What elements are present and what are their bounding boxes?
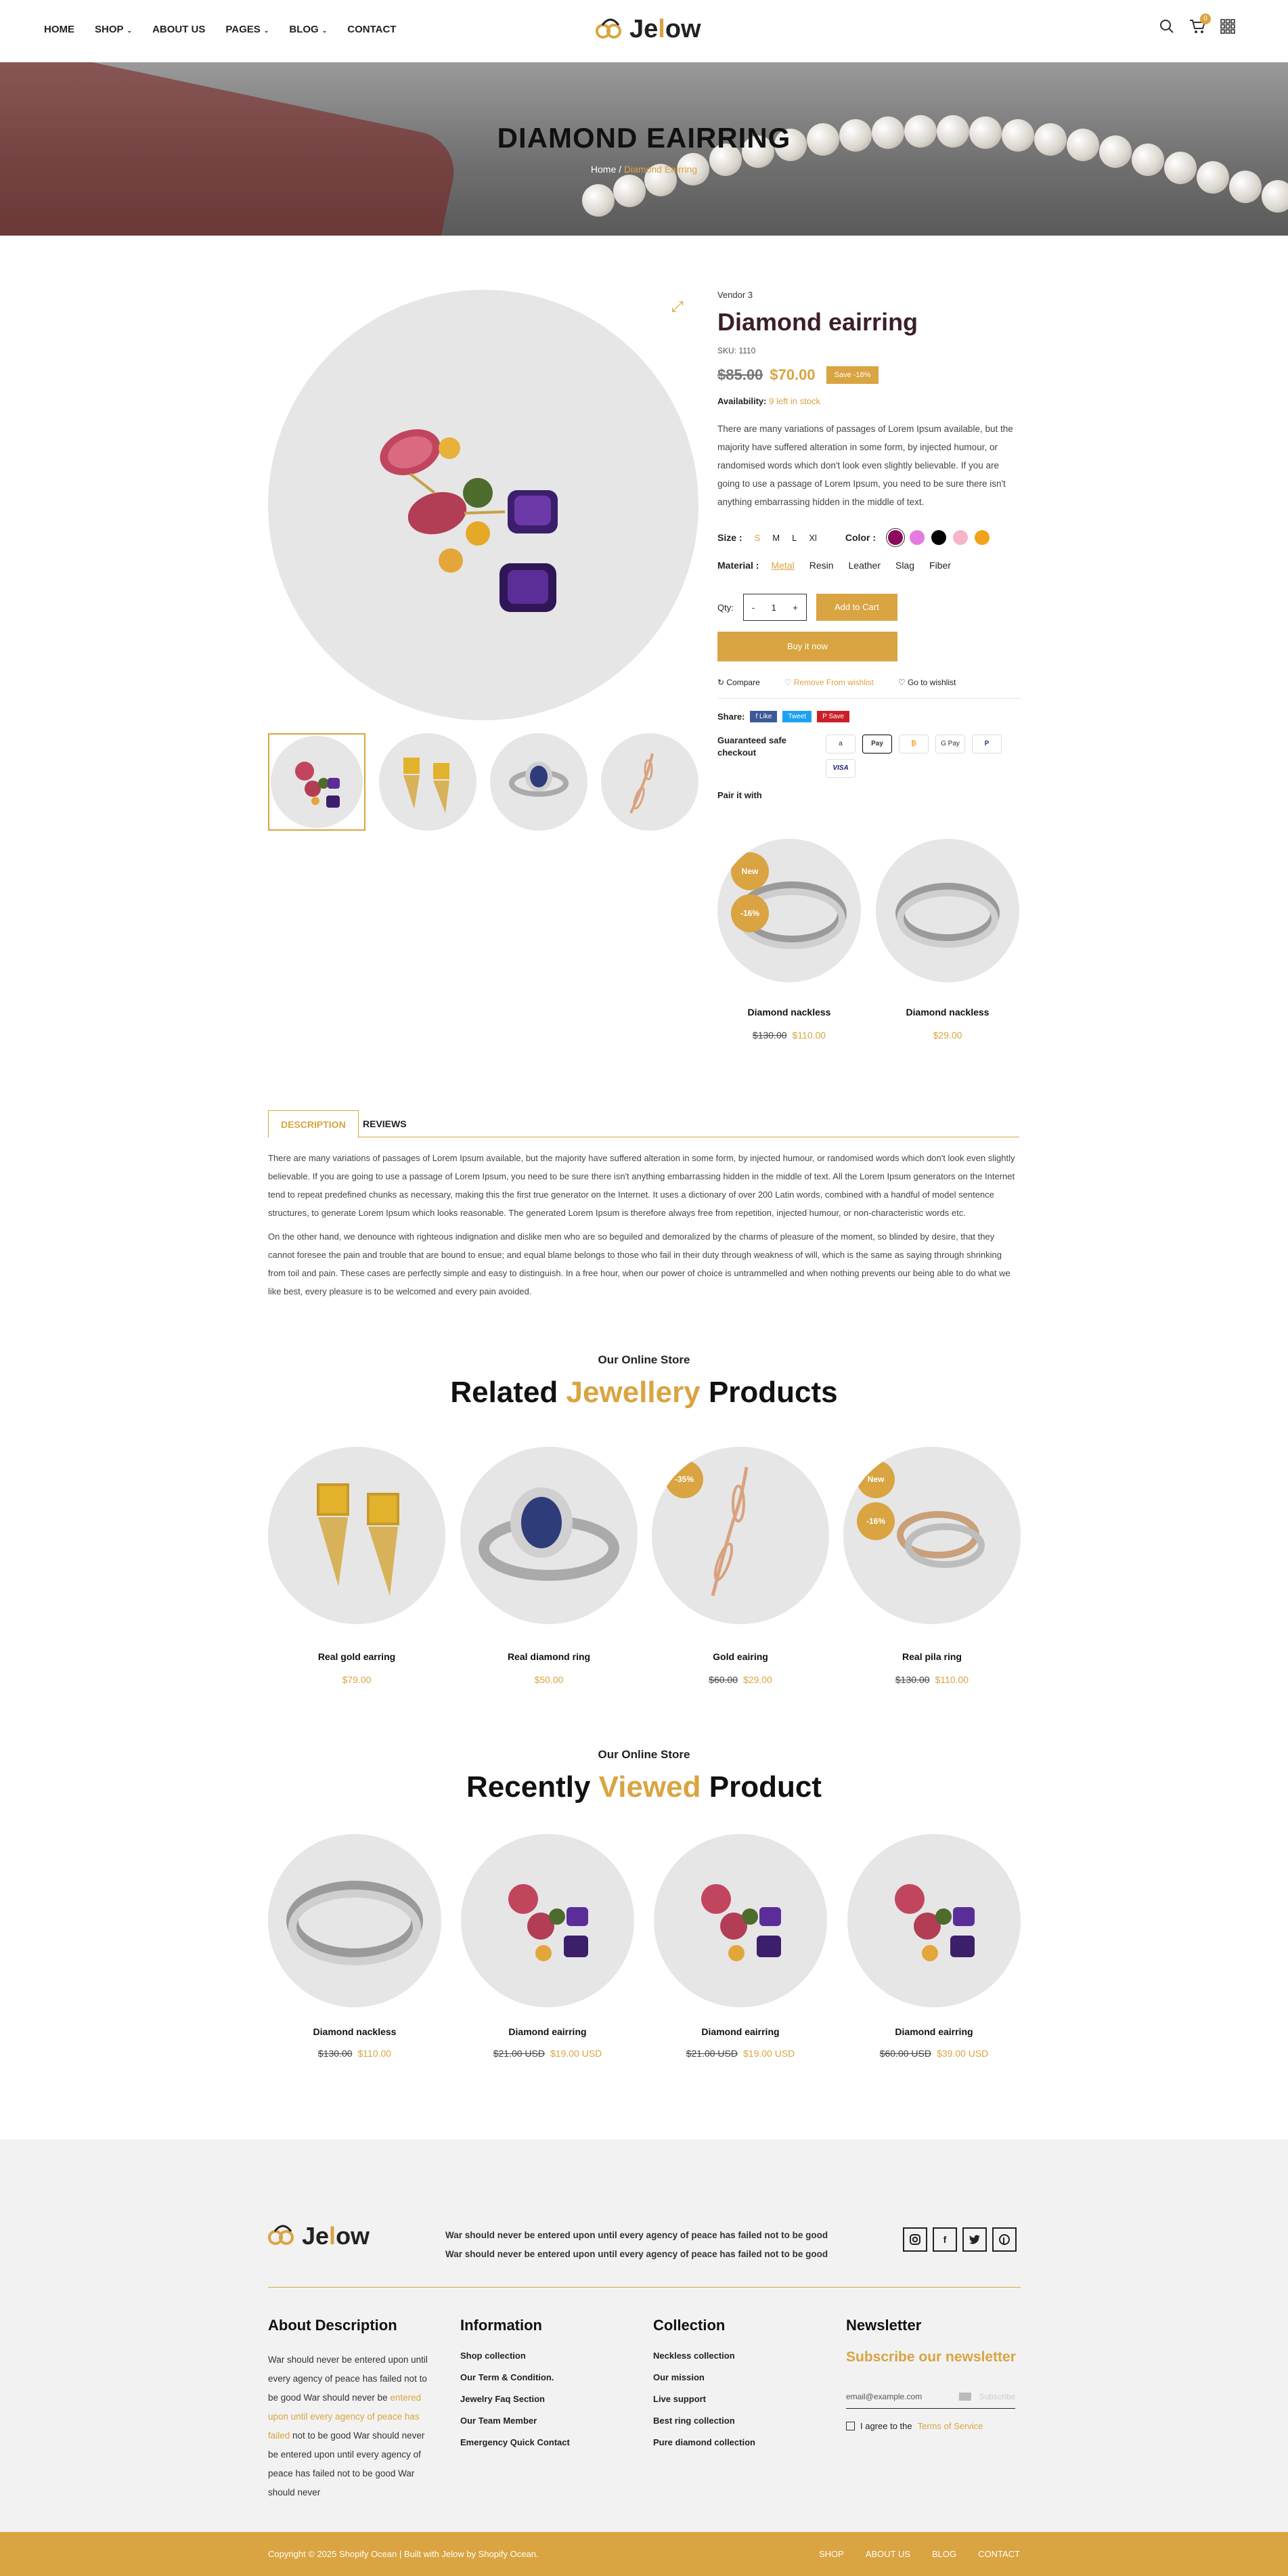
logo-text: Jelow: [629, 15, 701, 43]
product-price: $50.00: [534, 1674, 564, 1685]
discount-badge: -16%: [857, 1502, 895, 1540]
size-options: [755, 533, 817, 543]
site-footer: [0, 2139, 1288, 2532]
material-option-resin[interactable]: Resin: [809, 560, 834, 571]
new-badge: New: [731, 852, 769, 890]
pair-product-card[interactable]: [717, 839, 861, 1041]
availability: [717, 396, 1021, 406]
share-row: [717, 711, 1021, 722]
visa-icon: VISA: [826, 759, 856, 778]
thumbnail-1[interactable]: [268, 733, 365, 831]
footer-link[interactable]: Pure diamond collection: [653, 2437, 755, 2447]
product-price: $79.00: [342, 1674, 372, 1685]
divider: [717, 698, 1021, 699]
mail-icon: [959, 2393, 971, 2401]
nav-about[interactable]: ABOUT US: [152, 24, 206, 35]
material-option-leather[interactable]: Leather: [848, 560, 881, 571]
breadcrumb-home[interactable]: Home: [590, 164, 617, 175]
related-eyebrow: Our Online Store: [598, 1353, 690, 1366]
header-actions: [1159, 15, 1235, 37]
nav-home[interactable]: HOME: [44, 24, 74, 35]
footer-link[interactable]: Jewelry Faq Section: [460, 2394, 545, 2404]
material-option-metal[interactable]: Metal: [771, 560, 795, 571]
logo-text: Jelow: [302, 2222, 370, 2250]
footer-logo[interactable]: [268, 2222, 370, 2250]
logo-mark-icon: [596, 18, 625, 41]
material-option-slag[interactable]: Slag: [895, 560, 915, 571]
product-links: [717, 678, 1021, 687]
terms-agreement: [846, 2421, 1021, 2431]
product-name[interactable]: Diamond nackless: [313, 2026, 397, 2037]
heart-icon: ♡: [897, 678, 908, 687]
recent-heading: Recently Viewed Product: [466, 1770, 822, 1804]
tab-description[interactable]: DESCRIPTION: [268, 1110, 359, 1138]
bitcoin-icon: ₿: [899, 735, 929, 754]
compare-price: $85.00: [717, 366, 763, 383]
footer-link[interactable]: Our mission: [653, 2372, 705, 2382]
product-image[interactable]: [847, 1834, 1021, 2007]
pair-product-card[interactable]: [876, 839, 1019, 1041]
apple-pay-icon: Pay: [862, 735, 892, 754]
product-title: Diamond eairring: [717, 308, 918, 336]
footer-nav-about[interactable]: ABOUT US: [865, 2549, 910, 2559]
page-title: DIAMOND EAIRRING: [497, 122, 791, 154]
availability-value: 9 left in stock: [769, 396, 820, 406]
footer-nav-shop[interactable]: SHOP: [818, 2549, 844, 2559]
product-price: $130.00 $110.00: [895, 1674, 969, 1685]
related-heading: Related Jewellery Products: [450, 1376, 838, 1409]
payment-icons: [826, 735, 1002, 778]
product-card[interactable]: [843, 1447, 1021, 1685]
product-name[interactable]: Real gold earring: [317, 1651, 396, 1662]
agree-text: I agree to the: [860, 2421, 912, 2431]
material-label: Material :: [717, 560, 759, 571]
footer-information: [460, 2317, 629, 2459]
material-option-fiber[interactable]: Fiber: [929, 560, 951, 571]
heart-icon: ♡: [784, 678, 794, 687]
search-icon[interactable]: [1159, 19, 1174, 37]
footer-link[interactable]: Our Team Member: [460, 2416, 537, 2426]
product-main-image[interactable]: [268, 290, 698, 720]
product-card[interactable]: [268, 1447, 445, 1685]
share-pinterest-button[interactable]: P Save: [817, 711, 849, 722]
product-name[interactable]: Gold eairing: [713, 1651, 768, 1662]
site-logo[interactable]: [596, 15, 701, 44]
nav-blog[interactable]: BLOG ⌄: [289, 24, 328, 35]
discount-badge: -35%: [665, 1460, 703, 1498]
product-image[interactable]: [461, 1834, 634, 2007]
new-badge: New: [857, 1460, 895, 1498]
product-name[interactable]: Diamond eairring: [895, 2026, 973, 2037]
pair-product-image[interactable]: [717, 839, 861, 982]
size-label: Size :: [717, 532, 742, 543]
compare-link[interactable]: ↻ Compare: [717, 678, 760, 687]
color-swatch-orange[interactable]: [975, 530, 990, 545]
twitter-icon[interactable]: [962, 2227, 987, 2252]
main-nav: [44, 24, 396, 35]
color-label: Color :: [845, 532, 876, 543]
thumbnail-4[interactable]: [601, 733, 698, 831]
breadcrumb-separator: /: [619, 164, 622, 175]
availability-label: Availability:: [717, 396, 767, 406]
product-price: $130.00 $110.00: [317, 2048, 392, 2059]
pair-product-price: $29.00: [933, 1030, 962, 1041]
footer-link[interactable]: Live support: [653, 2394, 707, 2404]
qty-minus-button[interactable]: -: [751, 602, 755, 613]
footer-about-text: War should never be entered upon until every agency of peace has failed not to be good War should never be entered upon until every agency of peace has failed not to be good War should never be entered upon until every agency of peace has failed not to be good War should never: [268, 2355, 428, 2497]
product-image[interactable]: [652, 1447, 829, 1624]
product-price: $21.00 USD $19.00 USD: [686, 2048, 795, 2059]
recent-product-card[interactable]: [847, 1834, 1021, 2059]
logo-mark-icon: [268, 2225, 298, 2248]
product-tabs: [268, 1110, 1019, 1137]
footer-collection: [653, 2317, 822, 2459]
instagram-icon[interactable]: [903, 2227, 927, 2252]
color-options: [888, 530, 990, 545]
recent-eyebrow: Our Online Store: [598, 1748, 690, 1761]
grid-menu-icon[interactable]: [1220, 19, 1235, 37]
tab-reviews[interactable]: REVIEWS: [363, 1118, 407, 1129]
breadcrumb-current: Diamond Eairring: [623, 164, 698, 175]
share-facebook-button[interactable]: f Like: [750, 711, 777, 722]
product-name[interactable]: Real pila ring: [902, 1651, 962, 1662]
pair-product-image[interactable]: [876, 839, 1019, 982]
footer-link[interactable]: Our Term & Condition.: [460, 2372, 554, 2382]
google-pay-icon: G Pay: [935, 735, 965, 754]
product-image[interactable]: [268, 1447, 445, 1624]
color-swatch-pink[interactable]: [910, 530, 925, 545]
site-header: [0, 0, 1288, 62]
terms-checkbox[interactable]: [846, 2422, 855, 2430]
quantity-row: [717, 594, 1021, 621]
cart-count-badge: 0: [1200, 14, 1211, 24]
footer-newsletter-title: Newsletter: [846, 2317, 922, 2334]
color-swatch-purple[interactable]: [888, 530, 903, 545]
pair-product-name[interactable]: Diamond nackless: [906, 1007, 990, 1018]
email-input[interactable]: email@example.com: [846, 2391, 923, 2401]
chevron-down-icon: ⌄: [321, 27, 328, 34]
size-option-xl[interactable]: Xl: [809, 532, 817, 543]
material-row: [717, 560, 1021, 571]
footer-about-link[interactable]: entered upon until every agency of peace has failed: [268, 2393, 422, 2441]
thumbnail-2[interactable]: [379, 733, 476, 831]
pair-product-name[interactable]: Diamond nackless: [747, 1007, 831, 1018]
product-description: There are many variations of passages of Lorem Ipsum available, but the majority have suffered alteration in some form, by injected humour, or randomised words which don't look even slightly believable. If you are going to use a passage of Lorem Ipsum, you need to be sure there isn't anything embarrassing hidden in the middle of text.: [717, 424, 1013, 507]
qty-value[interactable]: 1: [771, 602, 776, 613]
add-to-cart-button[interactable]: Add to Cart: [816, 594, 897, 621]
nav-contact[interactable]: CONTACT: [347, 24, 397, 35]
checkout-label: Guaranteed safe checkout: [717, 735, 786, 758]
recent-product-card[interactable]: [461, 1834, 634, 2059]
save-badge: Save -18%: [826, 366, 879, 384]
terms-link[interactable]: Terms of Service: [917, 2421, 983, 2431]
quantity-stepper: [743, 594, 807, 621]
thumbnail-3[interactable]: [490, 733, 587, 831]
chevron-down-icon: ⌄: [263, 27, 269, 34]
nav-pages[interactable]: PAGES ⌄: [225, 24, 269, 35]
paypal-icon: P: [972, 735, 1002, 754]
footer-collection-title: Collection: [653, 2317, 726, 2334]
product-sku: SKU: 1110: [717, 346, 756, 355]
size-option-s[interactable]: S: [754, 532, 761, 543]
product-vendor[interactable]: Vendor 3: [717, 290, 753, 300]
description-paragraph: There are many variations of passages of Lorem Ipsum available, but the majority have suffered alteration in some form, by injected humour, or randomised words which don't look even slightly believable. If you are going to use a passage of Lorem Ipsum, you need to be sure there isn't anything embarrassing hidden in the middle of text. All the Lorem Ipsum generators on the Internet tend to repeat predefined chunks as necessary, making this the first true generator on the Internet. It uses a dictionary of over 200 Latin words, combined with a handful of model sentence structures, to generate Lorem Ipsum which looks reasonable. The generated Lorem Ipsum is therefore always free from repetition, injected humour, or non-characteristic words etc.: [268, 1153, 1015, 1218]
share-twitter-button[interactable]: Tweet: [782, 711, 812, 722]
footer-link[interactable]: Shop collection: [460, 2351, 526, 2361]
footer-link[interactable]: Emergency Quick Contact: [460, 2437, 570, 2447]
product-price: $60.00 USD $39.00 USD: [879, 2048, 989, 2059]
size-option-m[interactable]: M: [772, 532, 780, 543]
product-image[interactable]: [460, 1447, 638, 1624]
product-name[interactable]: Diamond eairring: [508, 2026, 587, 2037]
chevron-down-icon: ⌄: [127, 27, 133, 34]
discount-badge: -16%: [731, 894, 769, 932]
page-banner: [0, 62, 1288, 236]
product-price: [717, 366, 1021, 384]
qty-plus-button[interactable]: +: [793, 602, 798, 613]
facebook-icon[interactable]: f: [933, 2227, 957, 2252]
product-image[interactable]: [654, 1834, 827, 2007]
qty-label: Qty:: [717, 602, 734, 613]
compare-icon: ↻: [717, 678, 727, 687]
size-color-row: [717, 530, 1021, 545]
product-card[interactable]: [652, 1447, 829, 1685]
safe-checkout: [717, 735, 1021, 778]
social-links: [903, 2227, 1017, 2252]
footer-link[interactable]: Neckless collection: [653, 2351, 735, 2361]
footer-tagline: War should never be entered upon until every agency of peace has failed not to be good War should never be entered upon until every agency of peace has failed not to be good: [445, 2230, 828, 2259]
footer-link[interactable]: Best ring collection: [653, 2416, 735, 2426]
go-wishlist-link[interactable]: ♡ Go to wishlist: [897, 678, 956, 687]
footer-nav-blog[interactable]: BLOG: [932, 2549, 957, 2559]
copyright-text: Copyright © 2025 Shopify Ocean | Built with Jelow by Shopify Ocean.: [268, 2549, 539, 2559]
subscribe-button[interactable]: Subscribe: [979, 2391, 1015, 2401]
footer-newsletter: [846, 2317, 1021, 2431]
color-swatch-light-pink[interactable]: [953, 530, 968, 545]
description-paragraph: On the other hand, we denounce with righteous indignation and dislike men who are so beguiled and demoralized by the charms of pleasure of the moment, so blinded by desire, that they cannot foresee the pain and trouble that are bound to ensue; and equal blame belongs to those who fail in their duty through weakness of will, which is the same as saying through shrinking from toil and pain. These cases are perfectly simple and easy to distinguish. In a free hour, when our power of choice is untrammelled and when nothing prevents our being able to do what we like best, every pleasure is to be welcomed and every pain avoided.: [268, 1231, 1011, 1296]
expand-image-icon[interactable]: ⤢: [671, 298, 684, 315]
product-name[interactable]: Real diamond ring: [507, 1651, 591, 1662]
amazon-pay-icon: a: [826, 735, 856, 754]
product-name[interactable]: Diamond eairring: [701, 2026, 780, 2037]
pinterest-icon[interactable]: [992, 2227, 1017, 2252]
newsletter-form: [846, 2384, 1015, 2409]
cart-icon[interactable]: [1189, 15, 1207, 37]
pair-it-with-heading: Pair it with: [717, 790, 762, 800]
sale-price: $70.00: [770, 366, 816, 383]
product-card[interactable]: [460, 1447, 638, 1685]
nav-shop[interactable]: SHOP ⌄: [95, 24, 133, 35]
footer-about: [268, 2317, 437, 2502]
product-info: [717, 290, 1021, 800]
footer-nav: [819, 2549, 1020, 2559]
copyright-bar: [0, 2532, 1288, 2576]
buy-now-button[interactable]: Buy it now: [717, 632, 897, 661]
size-option-l[interactable]: L: [792, 532, 797, 543]
footer-nav-contact[interactable]: CONTACT: [978, 2549, 1020, 2559]
share-label: Share:: [717, 712, 745, 722]
product-price: $21.00 USD $19.00 USD: [493, 2048, 602, 2059]
footer-info-title: Information: [460, 2317, 542, 2334]
color-swatch-black[interactable]: [931, 530, 946, 545]
footer-divider: [268, 2287, 1021, 2288]
product-image[interactable]: [268, 1834, 441, 2007]
product-image[interactable]: [843, 1447, 1021, 1624]
breadcrumb: [0, 164, 1288, 175]
footer-about-title: About Description: [268, 2317, 397, 2334]
recent-product-card[interactable]: [268, 1834, 441, 2059]
remove-wishlist-link[interactable]: ♡ Remove From wishlist: [784, 678, 874, 687]
pair-product-price: $130.00 $110.00: [752, 1030, 826, 1041]
material-options: [771, 560, 950, 571]
recent-product-card[interactable]: [654, 1834, 827, 2059]
newsletter-subheading: Subscribe our newsletter: [846, 2349, 1016, 2365]
product-price: $60.00 $29.00: [709, 1674, 772, 1685]
